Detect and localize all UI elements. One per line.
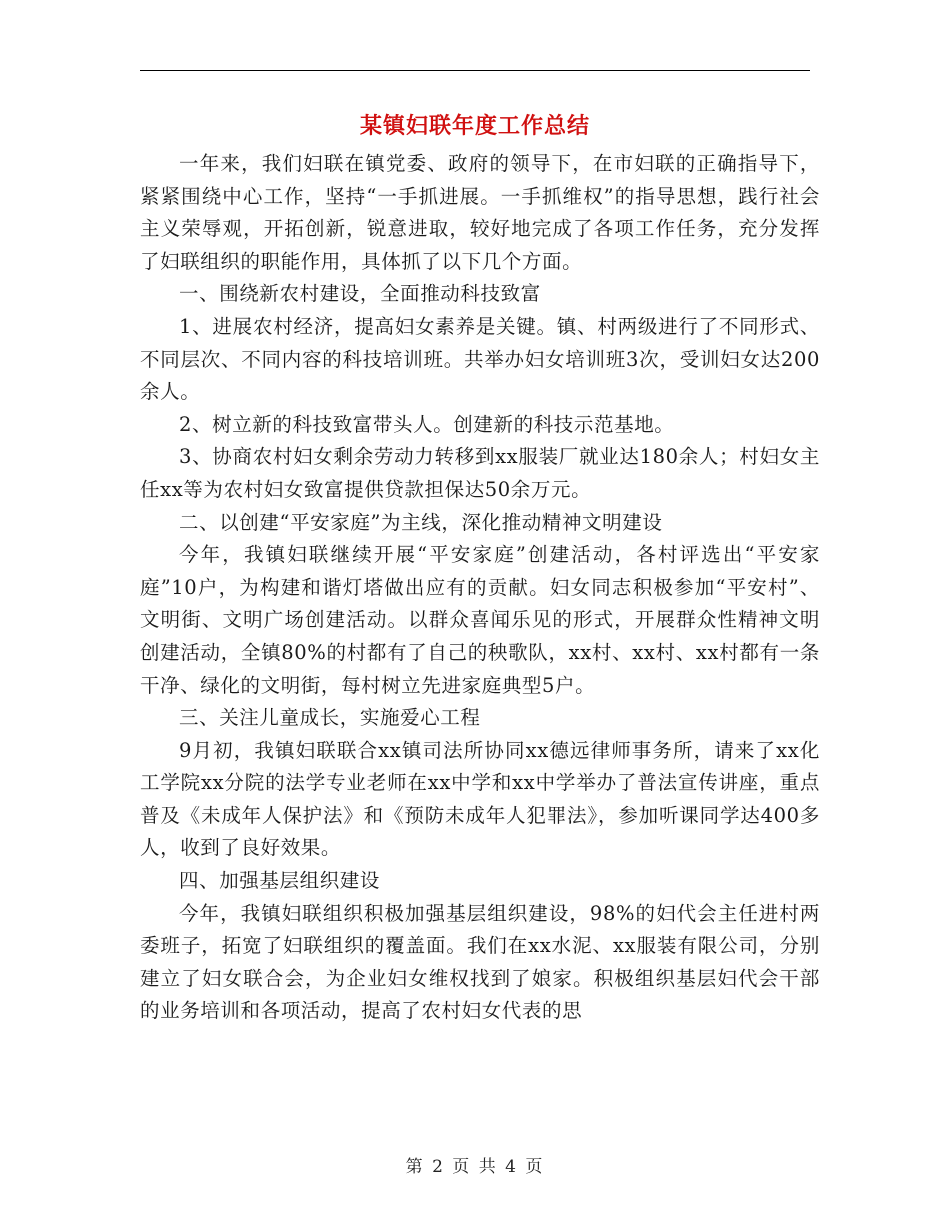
page-number-footer: 第 2 页 共 4 页: [405, 1157, 545, 1177]
section-heading-1: 一、围绕新农村建设，全面推动科技致富: [179, 282, 541, 306]
paragraph-intro: 一年来，我们妇联在镇党委、政府的领导下，在市妇联的正确指导下，紧紧围绕中心工作，坚持“一手抓进展。一手抓维权”的指导思想，践行社会主义荣辱观，开拓创新，锐意进取，较好地完成了各项工作任务，充分发挥了妇联组织的职能作用，具体抓了以下几个方面。: [140, 152, 820, 273]
paragraph-section-2: 今年，我镇妇联继续开展“平安家庭”创建活动，各村评选出“平安家庭”10户，为构建和谐灯塔做出应有的贡献。妇女同志积极参加“平安村”、文明街、文明广场创建活动。以群众喜闻乐见的形式，开展群众性精神文明创建活动，全镇80%的村都有了自己的秧歌队，xx村、xx村、xx村都有一条干净、绿化的文明街，每村树立先进家庭典型5户。: [140, 543, 820, 697]
section-heading-3: 三、关注儿童成长，实施爱心工程: [179, 706, 481, 730]
paragraph-item-1: 1、进展农村经济，提高妇女素养是关键。镇、村两级进行了不同形式、不同层次、不同内容的科技培训班。共举办妇女培训班3次，受训妇女达200余人。: [140, 314, 820, 404]
paragraph-section-3: 9月初，我镇妇联联合xx镇司法所协同xx德远律师事务所，请来了xx化工学院xx分院的法学专业老师在xx中学和xx中学举办了普法宣传讲座，重点普及《未成年人保护法》和《预防未成年人犯罪法》，参加听课同学达400多人，收到了良好效果。: [140, 738, 820, 860]
section-heading-2: 二、以创建“平安家庭”为主线，深化推动精神文明建设: [179, 510, 663, 534]
document-body: [140, 148, 820, 1028]
paragraph-item-3: 3、协商农村妇女剩余劳动力转移到xx服装厂就业达180余人；村妇女主任xx等为农村妇女致富提供贷款担保达50余万元。: [140, 445, 820, 501]
paragraph-item-2: 2、树立新的科技致富带头人。创建新的科技示范基地。: [179, 412, 675, 436]
section-heading-4: 四、加强基层组织建设: [179, 869, 381, 893]
paragraph-section-4: 今年，我镇妇联组织积极加强基层组织建设，98%的妇代会主任进村两委班子，拓宽了妇联组织的覆盖面。我们在xx水泥、xx服装有限公司，分别建立了妇女联合会，为企业妇女维权找到了娘家。积极组织基层妇代会干部的业务培训和各项活动，提高了农村妇女代表的思: [140, 901, 820, 1023]
header-rule: [140, 70, 810, 71]
document-title: 某镇妇联年度工作总结: [359, 113, 590, 139]
